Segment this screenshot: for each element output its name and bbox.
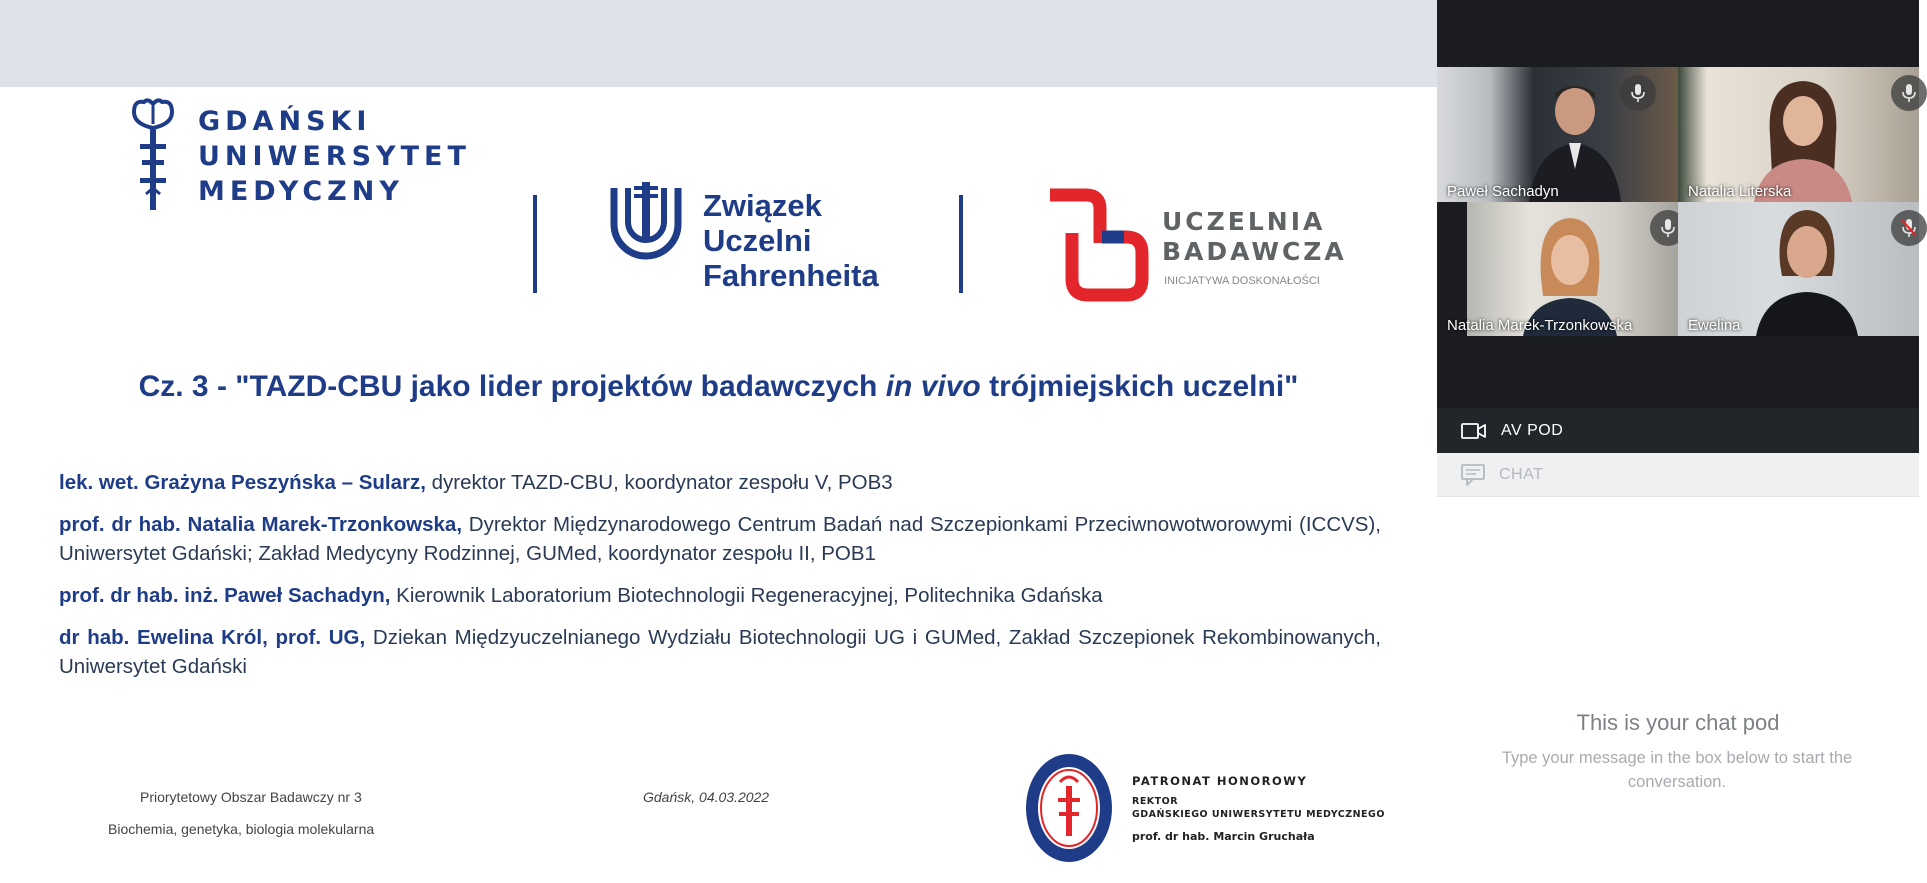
logo-divider	[959, 195, 963, 293]
video-tile[interactable]	[1447, 202, 1678, 336]
right-panel	[1437, 0, 1919, 883]
chat-bubble-icon	[1461, 464, 1485, 486]
mic-muted-button[interactable]	[1891, 210, 1927, 246]
chat-pod-label: CHAT	[1499, 465, 1544, 483]
microphone-icon	[1630, 83, 1646, 103]
logo-divider	[533, 195, 537, 293]
mic-button[interactable]	[1620, 75, 1656, 111]
presenter-entry: prof. dr hab. inż. Paweł Sachadyn, Kierownik Laboratorium Biotechnologii Regeneracyjnej, Politechnika Gdańska	[59, 584, 1103, 607]
microphone-icon	[1901, 83, 1917, 103]
av-pod-label: AV POD	[1501, 421, 1564, 439]
participant-name: Natalia Marek-Trzonkowska	[1447, 317, 1633, 334]
place-date: Gdańsk, 04.03.2022	[643, 789, 770, 805]
research-university-line2: BADAWCZA	[1162, 237, 1347, 266]
university-seal-icon	[1024, 752, 1114, 864]
fahrenheit-logo-text: Związek Uczelni Fahrenheita	[703, 188, 879, 293]
fahrenheit-union-logo	[608, 180, 908, 300]
presenter-entry: prof. dr hab. Natalia Marek-Trzonkowska, Dyrektor Międzynarodowego Centrum Badań nad Szczepionkami Przeciwnowotworowymi (ICCVS), Uniwersytet Gdański; Zakład Medycyny Rodzinnej, GUMed, koordynator zespołu II, POB1	[59, 513, 1381, 565]
gumed-emblem-icon	[128, 98, 178, 213]
mic-button[interactable]	[1891, 75, 1927, 111]
slide-title: Cz. 3 - "TAZD-CBU jako lider projektów badawczych in vivo trójmiejskich uczelni"	[138, 370, 1299, 403]
research-university-tagline: INICJATYWA DOSKONAŁOŚCI	[1164, 275, 1320, 287]
video-pod	[1437, 0, 1919, 408]
chat-empty-title: This is your chat pod	[1576, 710, 1780, 735]
presenter-entry: dr hab. Ewelina Król, prof. UG, Dziekan Międzyuczelnianego Wydziału Biotechnologii UG i GUMed, Zakład Szczepionek Rekombinowanych, Uniwersytet Gdański	[59, 626, 1381, 678]
presenter-list	[59, 468, 1381, 694]
chat-empty-subtitle: Type your message in the box below to start the conversation.	[1501, 749, 1853, 791]
participant-name: Natalia Literska	[1688, 183, 1792, 200]
video-camera-icon	[1461, 422, 1487, 440]
microphone-icon	[1660, 218, 1676, 238]
participant-video-icon	[1752, 206, 1862, 336]
research-area-line2: Biochemia, genetyka, biologia molekularna	[108, 821, 375, 837]
presenter-entry: lek. wet. Grażyna Peszyńska – Sularz, dyrektor TAZD-CBU, koordynator zespołu V, POB3	[59, 471, 893, 494]
honorary-patronage: PATRONAT HONOROWY REKTOR GDAŃSKIEGO UNIWERSYTETU MEDYCZNEGO prof. dr hab. Marcin Gruchała	[1132, 774, 1385, 843]
gumed-logo	[128, 98, 471, 213]
research-area-line1: Priorytetowy Obszar Badawczy nr 3	[140, 789, 362, 805]
fahrenheit-emblem-icon	[608, 180, 684, 264]
participant-name: Paweł Sachadyn	[1447, 183, 1559, 200]
presentation-top-bar	[0, 0, 1437, 87]
research-university-line1: UCZELNIA	[1162, 207, 1326, 236]
video-tile[interactable]	[1437, 67, 1678, 202]
av-pod-header[interactable]	[1437, 408, 1919, 453]
chat-pod-header[interactable]	[1437, 453, 1919, 497]
research-university-emblem-icon	[1032, 183, 1152, 303]
video-tile[interactable]	[1678, 67, 1919, 202]
microphone-muted-icon	[1900, 218, 1918, 238]
video-tile[interactable]	[1678, 202, 1919, 336]
research-university-logo	[1032, 183, 1347, 303]
participant-name: Ewelina	[1688, 317, 1741, 334]
gumed-logo-text: GDAŃSKI UNIWERSYTET MEDYCZNY	[198, 106, 471, 207]
